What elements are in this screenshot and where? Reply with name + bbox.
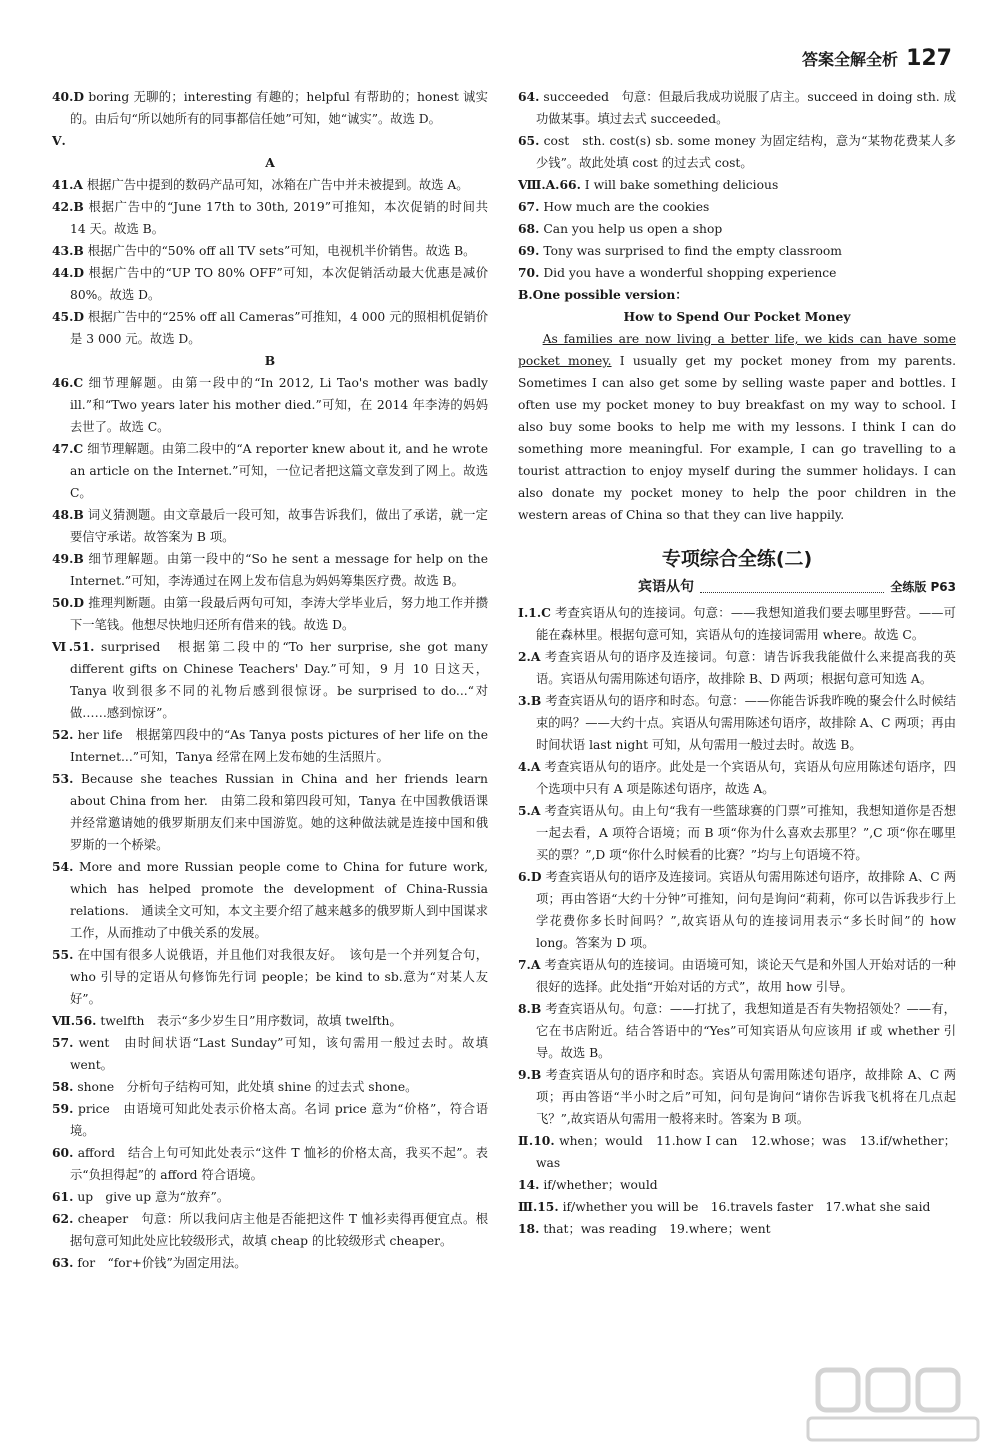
answer-item — [518, 218, 956, 240]
answer-number: 3.B — [518, 693, 542, 708]
left-column — [52, 86, 488, 1274]
answer-item — [52, 86, 488, 130]
answer-text: Because she teaches Russian in China and her friends learn about China from her. 由第二段和第四段可知，Tanya 在中国教俄语课并经常邀请她的俄罗斯朋友们来中国游览。她的这种做法就是连接中国和俄罗斯的一个桥梁。 — [70, 772, 488, 852]
answer-number: 47.C — [52, 441, 84, 456]
answer-number: 53. — [52, 771, 74, 786]
answer-text: that；was reading 19.where；went — [543, 1222, 771, 1236]
section-ref: 全练版 P63 — [890, 580, 956, 594]
answer-item — [52, 592, 488, 636]
answer-number: 55. — [52, 947, 74, 962]
answer-item — [518, 196, 956, 218]
answer-text: 考查宾语从句的语序和时态。宾语从句需用陈述句语序，故排除 A、C 两项；再由答语“半小时之后”可知，问句是询问“请你告诉我飞机将在几点起飞？”,故宾语从句需用一般将来时。答案为 B 项。 — [536, 1068, 956, 1126]
watermark-logo-icon — [788, 1366, 988, 1446]
answer-text: 词义猜测题。由文章最后一段可知，故事告诉我们，做出了承诺，就一定要信守承诺。故答案为 B 项。 — [70, 508, 488, 544]
essay-body-text: I usually get my pocket money from my parents. Sometimes I can also get some by selling waste paper and bottles. I often use my pocket money to buy breakfast on my way to school. I also buy some books to help me with my lessons. I think I can do something more meaningful. For example, I can go travelling to a tourist attraction to enjoy myself during the summer holidays. I can also donate my pocket money to help the poor children in the western areas of China so that they can live happily. — [518, 354, 956, 522]
answer-item — [52, 1010, 488, 1032]
answer-number: Ⅱ.10. — [518, 1133, 555, 1148]
answer-number: 69. — [518, 243, 540, 258]
answer-number: 65. — [518, 133, 540, 148]
answers-grammar — [518, 602, 956, 1240]
answer-number: 7.A — [518, 957, 541, 972]
part-label: B — [264, 353, 276, 368]
answer-text: 考查宾语从句的语序及连接词。句意：请告诉我我能做什么来提高我的英语。宾语从句需用陈述句语序，故排除 B、D 两项；根据句意可知选 A。 — [536, 650, 956, 686]
answer-number: 43.B — [52, 243, 84, 258]
answer-item — [52, 1032, 488, 1076]
answer-text: up give up 意为“放弃”。 — [77, 1190, 230, 1204]
answer-item — [52, 724, 488, 768]
answer-text: 考查宾语从句的语序。此处是一个宾语从句，宾语从句应用陈述句语序，四个选项中只有 A 项是陈述句语序，故选 A。 — [536, 760, 956, 796]
page-header — [802, 46, 952, 71]
answer-item — [518, 86, 956, 130]
answer-number: 64. — [518, 89, 540, 104]
answer-number: 52. — [52, 727, 74, 742]
answer-item — [52, 196, 488, 240]
answer-number: 68. — [518, 221, 540, 236]
answer-item — [52, 944, 488, 1010]
answer-number: Ⅰ.1.C — [518, 605, 551, 620]
answer-item — [52, 262, 488, 306]
dotted-leader — [700, 582, 884, 593]
answer-number: 61. — [52, 1189, 74, 1204]
answer-text: 考查宾语从句的连接词。由语境可知，谈论天气是和外国人开始对话的一种很好的选择。此处指“开始对话的方式”，故用 how 引导。 — [536, 958, 956, 994]
answer-text: Tony was surprised to find the empty classroom — [543, 244, 842, 258]
answer-item — [518, 262, 956, 284]
answer-number: 42.B — [52, 199, 84, 214]
answer-item — [52, 1208, 488, 1252]
answer-item — [518, 174, 956, 196]
answer-item — [518, 690, 956, 756]
answer-item — [52, 1142, 488, 1186]
answer-item — [52, 174, 488, 196]
answer-text: when；would 11.how I can 12.whose；was 13.if/whether；was — [536, 1134, 956, 1170]
answer-number: 4.A — [518, 759, 541, 774]
answer-text: surprised 根据第二段中的“To her surprise, she got many different gifts on Chinese Teachers' Day.”可知，9 月 10 日这天，Tanya 收到很多不同的礼物后感到很惊讶。be surprised to do...“对做……感到惊讶”。 — [70, 640, 488, 720]
section-label: B.One possible version： — [518, 287, 688, 302]
answer-number: 63. — [52, 1255, 74, 1270]
answer-text: 推理判断题。由第一段最后两句可知，李涛大学毕业后，努力地工作并攒下一笔钱。他想尽快地归还所有借来的钱。故选 D。 — [70, 596, 488, 632]
answer-text: I will bake something delicious — [584, 178, 779, 192]
answer-number: 70. — [518, 265, 540, 280]
answer-item — [52, 1252, 488, 1274]
answer-number: 44.D — [52, 265, 85, 280]
answer-number: 57. — [52, 1035, 74, 1050]
answer-number: 45.D — [52, 309, 85, 324]
answer-text: cheaper 句意：所以我问店主他是否能把这件 T 恤衫卖得再便宜点。根据句意可知此处应比较级形式，故填 cheap 的比较级形式 cheaper。 — [70, 1212, 488, 1248]
answer-number: 58. — [52, 1079, 74, 1094]
answer-item — [518, 1218, 956, 1240]
right-column — [518, 86, 956, 1240]
header-title: 答案全解全析 — [802, 50, 899, 69]
answer-text: Can you help us open a shop — [543, 222, 723, 236]
answer-number: Ⅲ.15. — [518, 1199, 559, 1214]
answer-text: 细节理解题。由第一段中的“In 2012, Li Tao's mother was badly ill.”和“Two years later his mother died.”可知，在 2014 年李涛的妈妈去世了。故选 C。 — [70, 376, 488, 434]
answer-number: 18. — [518, 1221, 540, 1236]
answer-number: 49.B — [52, 551, 84, 566]
answer-item — [52, 636, 488, 724]
answer-number: 50.D — [52, 595, 85, 610]
page-number: 127 — [906, 46, 952, 71]
answer-item — [518, 756, 956, 800]
answer-text: Did you have a wonderful shopping experience — [543, 266, 837, 280]
essay-body — [518, 328, 956, 526]
answer-number: Ⅷ.A.66. — [518, 177, 581, 192]
answer-item — [518, 130, 956, 174]
answer-item — [518, 240, 956, 262]
answer-text: 考查宾语从句。句意：——打扰了，我想知道是否有失物招领处？——有，它在书店附近。结合答语中的“Yes”可知宾语从句应该用 if 或 whether 引导。故选 B。 — [536, 1002, 956, 1060]
answer-item — [52, 504, 488, 548]
answer-item — [518, 1174, 956, 1196]
answer-number: 6.D — [518, 869, 542, 884]
answer-text: boring 无聊的；interesting 有趣的；helpful 有帮助的；honest 诚实的。由后句“所以她所有的同事都信任她”可知，她“诚实”。故选 D。 — [70, 90, 488, 126]
section-title: 专项综合全练(二) — [661, 548, 813, 570]
answer-item — [518, 954, 956, 998]
answer-text: 考查宾语从句。由上句“我有一些篮球赛的门票”可推知，我想知道你是否想一起去看，A 项符合语境；而 B 项“你为什么喜欢去那里？”,C 项“你在哪里买的票？”,D 项“你什么时候看的比赛？”均与上句语境不符。 — [536, 804, 956, 862]
essay-title: How to Spend Our Pocket Money — [623, 309, 851, 324]
answer-number: 59. — [52, 1101, 74, 1116]
answer-item — [52, 856, 488, 944]
answer-text: How much are the cookies — [543, 200, 710, 214]
answer-item — [52, 306, 488, 350]
answers-64-70 — [518, 86, 956, 306]
answer-text: 细节理解题。由第二段中的“A reporter knew about it, and he wrote an article on the Internet.”可知，一位记者把这篇文章发到了网上。故选 C。 — [70, 442, 488, 500]
answer-number: 48.B — [52, 507, 84, 522]
answer-number: Ⅵ.51. — [52, 639, 95, 654]
answer-item — [52, 438, 488, 504]
answer-text: 在中国有很多人说俄语，并且他们对我很友好。 该句是一个并列复合句，who 引导的定语从句修饰先行词 people；be kind to sb.意为“对某人友好”。 — [70, 948, 488, 1006]
answer-number: 5.A — [518, 803, 541, 818]
section-label: Ⅴ. — [52, 133, 66, 148]
answer-item — [52, 768, 488, 856]
answer-number: 14. — [518, 1177, 540, 1192]
answer-text: 根据广告中提到的数码产品可知，冰箱在广告中并未被提到。故选 A。 — [86, 178, 469, 192]
answer-text: 根据广告中的“UP TO 80% OFF”可知，本次促销活动最大优惠是减价 80%。故选 D。 — [70, 266, 488, 302]
answer-text: shone 分析句子结构可知，此处填 shine 的过去式 shone。 — [77, 1080, 418, 1094]
answer-text: price 由语境可知此处表示价格太高。名词 price 意为“价格”，符合语境。 — [70, 1102, 488, 1138]
answer-text: if/whether；would — [543, 1178, 658, 1192]
answer-item — [518, 998, 956, 1064]
answer-number: 67. — [518, 199, 540, 214]
part-label: A — [265, 155, 275, 170]
answer-text: 考查宾语从句的语序及连接词。宾语从句需用陈述句语序，故排除 A、C 两项；再由答语“大约十分钟”可推知，问句是询问“莉莉，你可以告诉我步行上学花费你多长时间吗？”,故宾语从句的连接词用表示“多长时间”的 how long。答案为 D 项。 — [536, 870, 956, 950]
answer-item — [518, 1196, 956, 1218]
answer-item — [52, 372, 488, 438]
answer-number: 54. — [52, 859, 74, 874]
section-subtitle-row — [518, 576, 956, 598]
answer-item — [518, 1064, 956, 1130]
answer-item — [518, 800, 956, 866]
answer-text: 细节理解题。由第一段中的“So he sent a message for help on the Internet.”可知，李涛通过在网上发布信息为妈妈筹集医疗费。故选 B。 — [70, 552, 488, 588]
answer-text: 考查宾语从句的连接词。句意：——我想知道我们要去哪里野营。——可能在森林里。根据句意可知，宾语从句的连接词需用 where。故选 C。 — [536, 606, 956, 642]
answer-text: 根据广告中的“June 17th to 30th, 2019”可推知，本次促销的时间共 14 天。故选 B。 — [70, 200, 488, 236]
answer-item — [52, 1186, 488, 1208]
answer-number: 40.D — [52, 89, 85, 104]
answer-item — [518, 602, 956, 646]
answer-text: 根据广告中的“50% off all TV sets”可知，电视机半价销售。故选 B。 — [87, 244, 476, 258]
answer-text: for “for+价钱”为固定用法。 — [77, 1256, 247, 1270]
answer-number: 8.B — [518, 1001, 542, 1016]
answer-text: 考查宾语从句的语序和时态。句意：——你能告诉我昨晚的聚会什么时候结束的吗？——大约十点。宾语从句需用陈述句语序，故排除 A、C 两项；再由时间状语 last night 可知，从句需用一般过去时。故选 B。 — [536, 694, 956, 752]
answer-text: More and more Russian people come to China for future work, which has helped promote the development of China-Russia relations. 通读全文可知，本文主要介绍了越来越多的俄罗斯人到中国谋求工作，从而推动了中俄关系的发展。 — [70, 860, 488, 940]
answer-number: 60. — [52, 1145, 74, 1160]
answer-text: 根据广告中的“25% off all Cameras”可推知，4 000 元的照相机促销价是 3 000 元。故选 D。 — [70, 310, 488, 346]
answer-item — [52, 1098, 488, 1142]
answer-number: 2.A — [518, 649, 541, 664]
answer-item — [518, 866, 956, 954]
answer-item — [52, 1076, 488, 1098]
answer-number: 41.A — [52, 177, 83, 192]
answer-text: her life 根据第四段中的“As Tanya posts pictures of her life on the Internet...”可知，Tanya 经常在网上发布她的生活照片。 — [70, 728, 488, 764]
answer-text: twelfth 表示“多少岁生日”用序数词，故填 twelfth。 — [100, 1014, 402, 1028]
essay-underlined-sentence: As families are now living a better life, we kids can have some pocket money. — [518, 332, 956, 368]
answer-item — [518, 1130, 956, 1174]
answer-text: succeeded 句意：但最后我成功说服了店主。succeed in doing sth. 成功做某事。填过去式 succeeded。 — [536, 90, 956, 126]
answer-text: went 由时间状语“Last Sunday”可知，该句需用一般过去时。故填 went。 — [70, 1036, 488, 1072]
answer-item — [52, 548, 488, 592]
answer-text: if/whether you will be 16.travels faster 17.what she said — [562, 1200, 931, 1214]
section-subtitle: 宾语从句 — [638, 579, 694, 595]
answer-number: Ⅶ.56. — [52, 1013, 97, 1028]
answer-item — [518, 646, 956, 690]
answer-text: afford 结合上句可知此处表示“这件 T 恤衫的价格太高，我买不起”。表示“负担得起”的 afford 符合语境。 — [70, 1146, 488, 1182]
answer-item — [52, 240, 488, 262]
answer-number: 62. — [52, 1211, 74, 1226]
answer-text: cost sth. cost(s) sb. some money 为固定结构，意为“某物花费某人多少钱”。故此处填 cost 的过去式 cost。 — [536, 134, 956, 170]
answer-number: 9.B — [518, 1067, 542, 1082]
answer-number: 46.C — [52, 375, 84, 390]
